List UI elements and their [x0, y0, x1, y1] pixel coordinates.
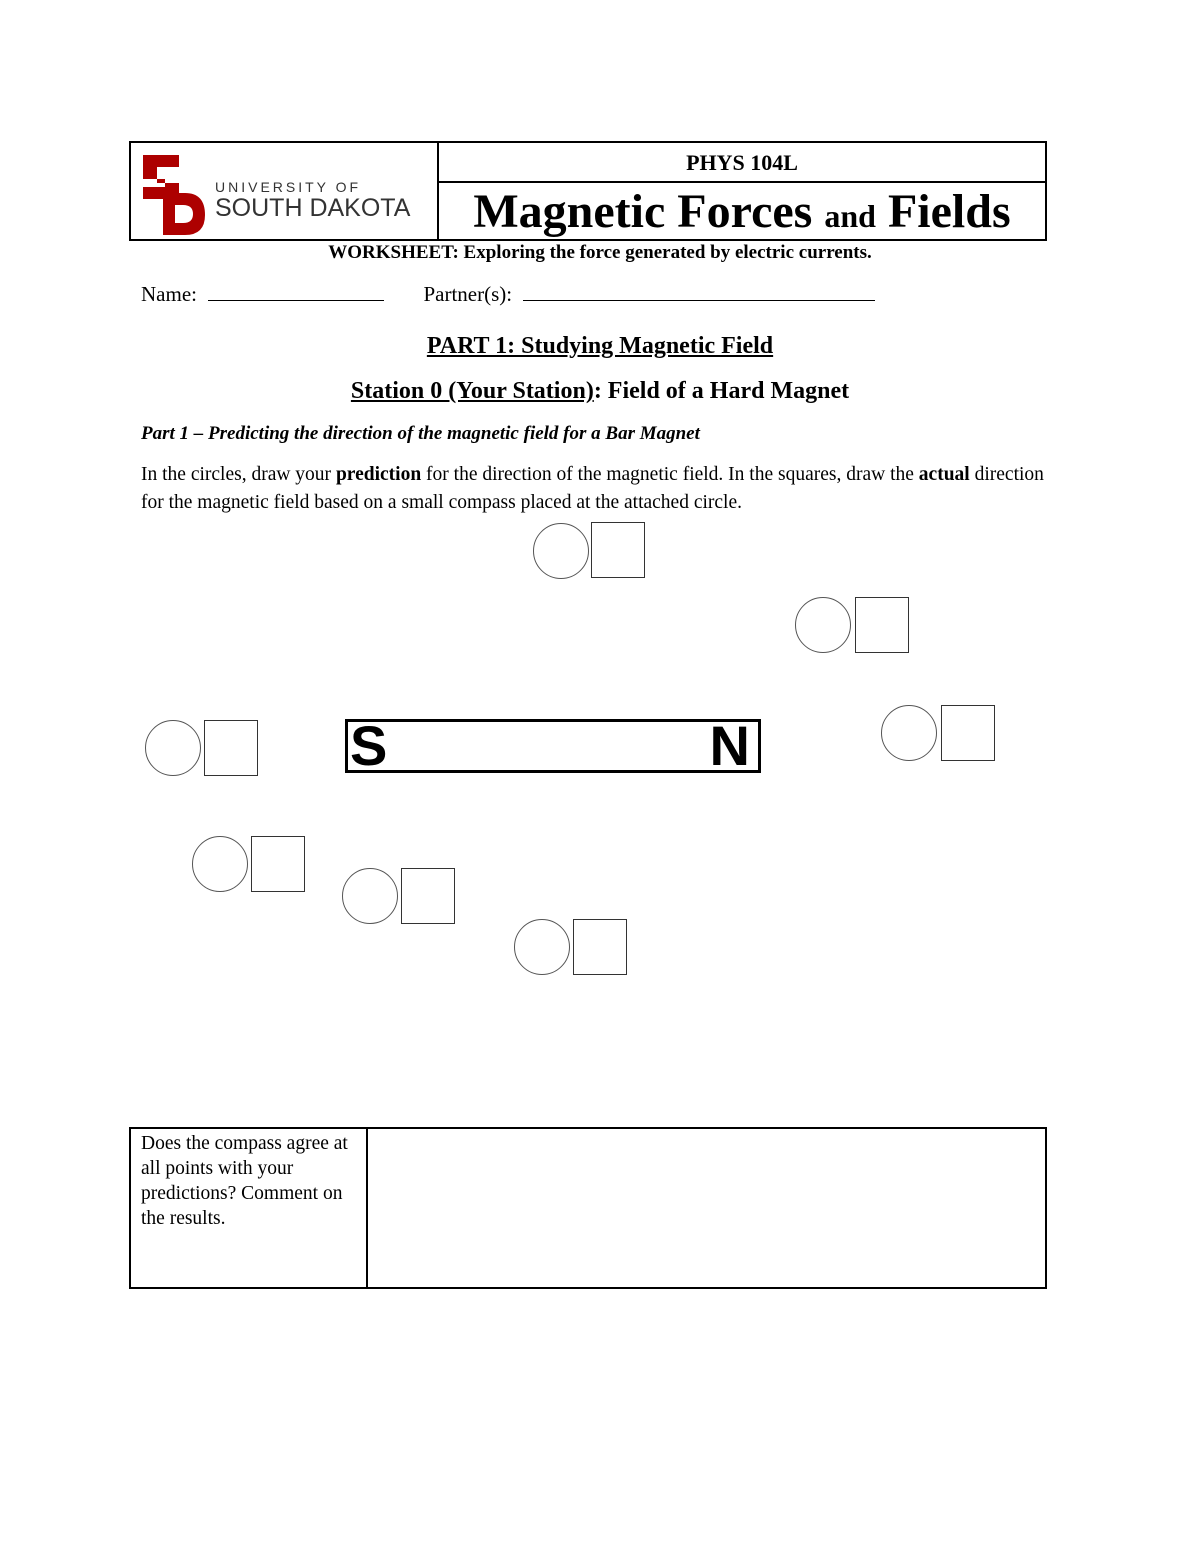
prediction-circle-2[interactable] — [795, 597, 851, 653]
document-title — [439, 183, 1045, 239]
station-rest: : Field of a Hard Magnet — [593, 378, 850, 404]
part-heading: PART 1: Studying Magnetic Field — [426, 333, 774, 359]
prediction-circle-4[interactable] — [145, 720, 201, 776]
section-subheading: Part 1 – Predicting the direction of the magnetic field for a Bar Magnet — [141, 423, 700, 444]
name-partner-row — [141, 282, 875, 307]
actual-square-4[interactable] — [204, 720, 258, 776]
prediction-circle-1[interactable] — [533, 523, 589, 579]
instructions-text-2: for the direction of the magnetic field. In the squares, draw the — [421, 464, 919, 485]
title-and: and — [824, 198, 876, 234]
bar-magnet — [345, 714, 761, 777]
partners-label: Partner(s): — [423, 282, 513, 306]
prediction-circle-6[interactable] — [342, 868, 398, 924]
prediction-circle-5[interactable] — [192, 836, 248, 892]
answer-field[interactable] — [370, 1129, 1045, 1287]
instructions-text-3: direction for the magnetic field based on a small compass placed at the attached circle. — [141, 464, 1044, 513]
station-heading — [0, 378, 1200, 405]
worksheet-description: WORKSHEET: Exploring the force generated by electric currents. — [328, 242, 872, 263]
title-part-2: Fields — [887, 185, 1011, 238]
title-part-1: Magnetic Forces — [473, 185, 813, 238]
actual-square-6[interactable] — [401, 868, 455, 924]
course-code: PHYS 104L — [439, 143, 1045, 183]
question-prompt: Does the compass agree at all points with your predictions? Comment on the results. — [131, 1129, 368, 1287]
station-label: Station 0 (Your Station) — [350, 378, 594, 404]
instructions-bold-prediction: prediction — [335, 464, 422, 485]
instructions-paragraph — [141, 461, 1071, 517]
university-logo — [131, 143, 439, 239]
question-table — [129, 1127, 1047, 1289]
prediction-circle-7[interactable] — [514, 919, 570, 975]
header-table — [129, 141, 1047, 241]
instructions-bold-actual: actual — [918, 464, 970, 485]
name-blank[interactable] — [208, 282, 384, 301]
sd-logo-icon — [139, 149, 209, 237]
university-line-1: UNIVERSITY OF — [215, 179, 362, 195]
actual-square-1[interactable] — [591, 522, 645, 578]
north-pole-label: N — [709, 714, 750, 777]
actual-square-7[interactable] — [573, 919, 627, 975]
actual-square-2[interactable] — [855, 597, 909, 653]
instructions-text-1: In the circles, draw your — [141, 464, 336, 485]
university-line-2: SOUTH DAKOTA — [215, 194, 411, 222]
actual-square-3[interactable] — [941, 705, 995, 761]
actual-square-5[interactable] — [251, 836, 305, 892]
name-label: Name: — [141, 282, 197, 306]
south-pole-label: S — [350, 714, 388, 777]
partners-blank[interactable] — [523, 282, 875, 301]
prediction-circle-3[interactable] — [881, 705, 937, 761]
